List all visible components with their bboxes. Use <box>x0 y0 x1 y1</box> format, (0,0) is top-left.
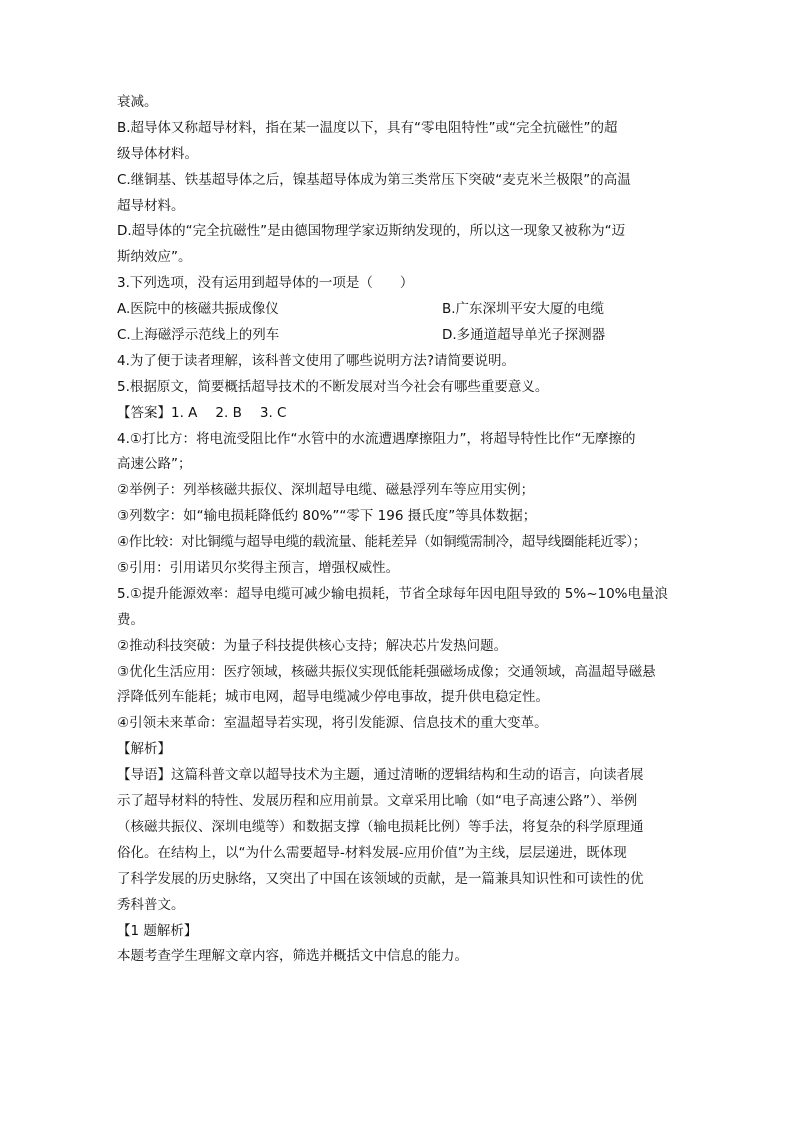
text-line: 级导体材料。 <box>117 145 198 162</box>
option-c: C.上海磁浮示范线上的列车 <box>117 327 280 344</box>
text-line: C.继铜基、铁基超导体之后，镍基超导体成为第三类常压下突破“麦克米兰极限”的高温 <box>117 171 631 188</box>
answer-1: 1. A <box>171 404 198 421</box>
analysis-line: 本题考查学生理解文章内容，筛选并概括文中信息的能力。 <box>117 948 468 965</box>
answer-line: 浮降低列车能耗；城市电网，超导电缆减少停电事故，提升供电稳定性。 <box>117 689 549 706</box>
answer-line: 高速公路”； <box>117 456 192 473</box>
answer-line: ③优化生活应用：医疗领域，核磁共振仪实现低能耗强磁场成像；交通领域，高温超导磁悬 <box>117 663 656 680</box>
answer-key <box>117 401 677 427</box>
text-line: 超导材料。 <box>117 197 185 214</box>
analysis-line: 【导语】这篇科普文章以超导技术为主题，通过清晰的逻辑结构和生动的语言，向读者展 <box>117 767 644 784</box>
answer-2: 2. B <box>215 404 242 421</box>
analysis-line: 了科学发展的历史脉络，又突出了中国在该领域的贡献，是一篇兼具知识性和可读性的优 <box>117 870 644 887</box>
document-body <box>117 90 677 970</box>
answer-line: ④作比较：对比铜缆与超导电缆的载流量、能耗差异（如铜缆需制冷，超导线圈能耗近零）； <box>117 534 646 551</box>
options-row-2 <box>117 323 677 349</box>
answer-label: 【答案】 <box>117 404 171 421</box>
question-3: 3.下列选项，没有运用到超导体的一项是（ ） <box>117 275 414 292</box>
question-4: 4.为了便于读者理解，该科普文使用了哪些说明方法?请简要说明。 <box>117 352 516 369</box>
answer-3: 3. C <box>259 404 287 421</box>
answer-line: ④引领未来革命：室温超导若实现，将引发能源、信息技术的重大变革。 <box>117 715 548 732</box>
answer-line: ②推动科技突破：为量子科技提供核心支持；解决芯片发热问题。 <box>117 637 508 654</box>
analysis-line: 秀科普文。 <box>117 896 185 913</box>
answer-line: ③列数字：如“输电损耗降低约 80%”“零下 196 摄氏度”等具体数据； <box>117 508 537 525</box>
analysis-line: 俗化。在结构上，以“为什么需要超导-材料发展-应用价值”为主线，层层递进，既体现 <box>117 844 627 861</box>
analysis-line: （核磁共振仪、深圳电缆等）和数据支撑（输电损耗比例）等手法，将复杂的科学原理通 <box>117 818 644 835</box>
answer-line: ⑤引用：引用诺贝尔奖得主预言，增强权威性。 <box>117 560 400 577</box>
options-row-1 <box>117 297 677 323</box>
option-b: B.广东深圳平安大厦的电缆 <box>442 301 605 318</box>
answer-line: 费。 <box>117 611 144 628</box>
analysis-heading: 【解析】 <box>117 741 171 758</box>
text-line: 斯纳效应”。 <box>117 249 192 266</box>
text-line: B.超导体又称超导材料，指在某一温度以下，具有“零电阻特性”或“完全抗磁性”的超 <box>117 119 618 136</box>
answer-line: 4.①打比方：将电流受阻比作“水管中的水流遭遇摩擦阻力”，将超导特性比作“无摩擦的 <box>117 430 636 447</box>
analysis-line: 示了超导材料的特性、发展历程和应用前景。文章采用比喻（如“电子高速公路”）、举例 <box>117 793 638 810</box>
option-d: D.多通道超导单光子探测器 <box>442 327 606 344</box>
option-a: A.医院中的核磁共振成像仪 <box>117 301 279 318</box>
text-line: D.超导体的“完全抗磁性”是由德国物理学家迈斯纳发现的，所以这一现象又被称为“迈 <box>117 223 626 240</box>
answer-line: 5.①提升能源效率：超导电缆可减少输电损耗，节省全球每年因电阻导致的 5%~10%电量浪 <box>117 585 669 602</box>
text-line: 衰减。 <box>117 94 158 110</box>
q1-analysis-heading: 【1 题解析】 <box>117 922 198 939</box>
question-5: 5.根据原文，简要概括超导技术的不断发展对当今社会有哪些重要意义。 <box>117 378 549 395</box>
answer-line: ②举例子：列举核磁共振仪、深圳超导电缆、磁悬浮列车等应用实例； <box>117 482 535 499</box>
